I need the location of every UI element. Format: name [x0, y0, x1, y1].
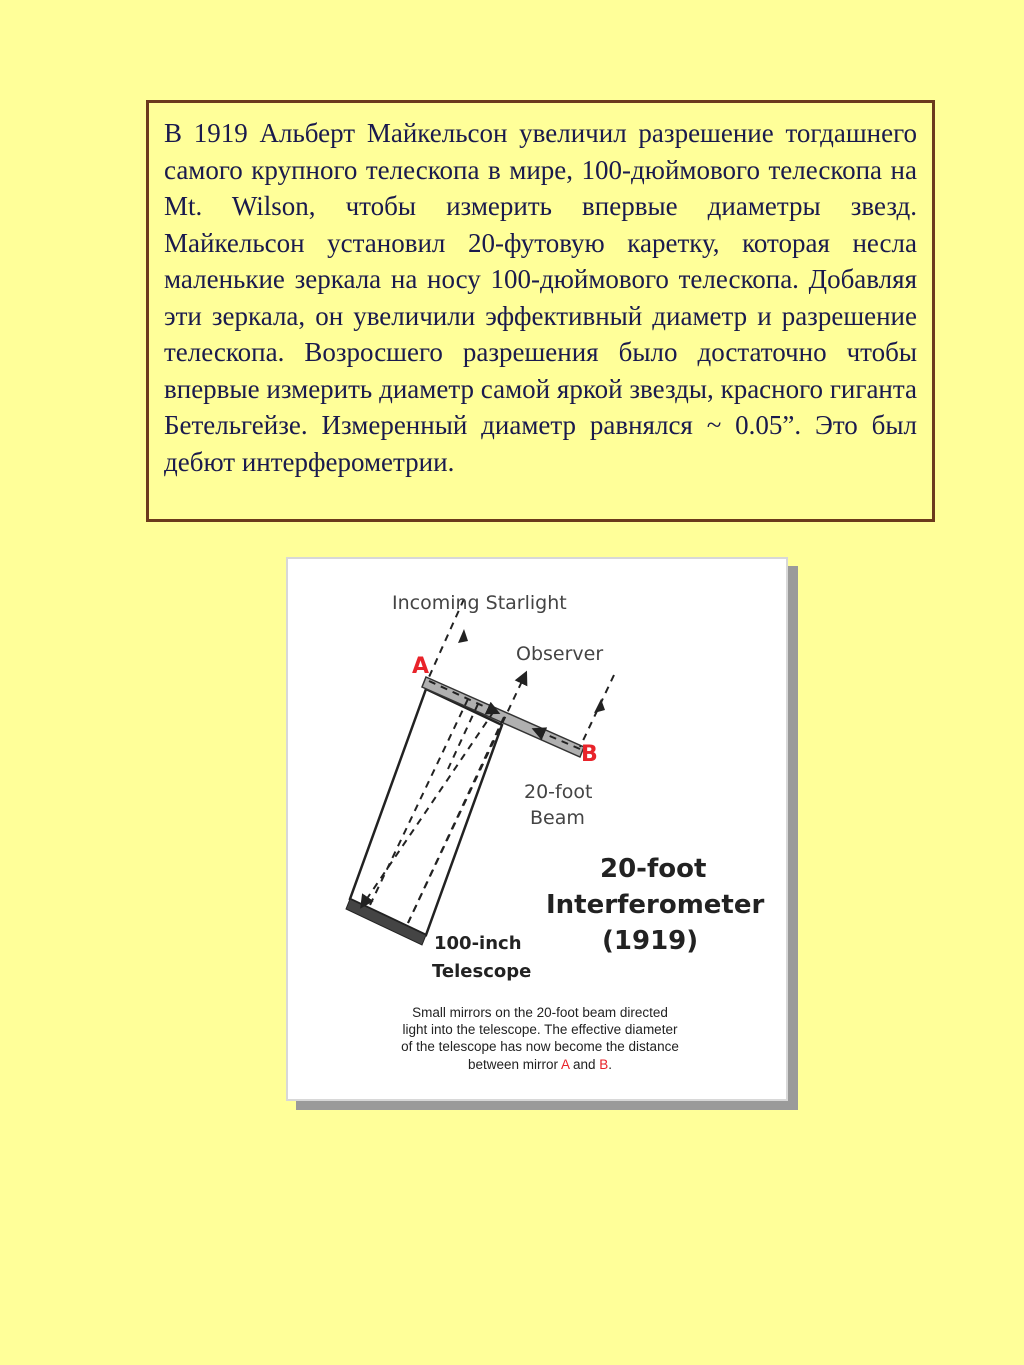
figure-title-line2: Interferometer	[546, 890, 765, 920]
caption-mirror-b: B	[599, 1057, 609, 1072]
interferometer-figure	[286, 557, 788, 1101]
figure-title-line1: 20-foot	[600, 854, 707, 884]
caption-line4	[468, 1057, 612, 1072]
incoming-starlight-label: Incoming Starlight	[392, 592, 567, 614]
caption-line3: of the telescope has now become the distance	[401, 1039, 679, 1054]
caption-line2: light into the telescope. The effective diameter	[402, 1022, 678, 1037]
caption-mirror-a: A	[560, 1057, 570, 1072]
mirror-b-label: B	[581, 742, 598, 767]
beam-label-line2: Beam	[530, 807, 585, 829]
caption-line1: Small mirrors on the 20-foot beam directed	[412, 1005, 668, 1020]
telescope-tube	[346, 689, 502, 945]
description-paragraph: В 1919 Альберт Майкельсон увеличил разрешение тогдашнего самого крупного телескопа в мире, 100-дюймового телескопа на Mt. Wilson, чтобы измерить впервые диаметры звезд. Майкельсон установил 20-футовую каретку, которая несла маленькие зеркала на носу 100-дюймового телескопа. Добавляя эти зеркала, он увеличили эффективный диаметр и разрешение телескопа. Возросшего разрешения было достаточно чтобы впервые измерить диаметр самой яркой звезды, красного гиганта Бетельгейзе. Измеренный диаметр равнялся ~ 0.05”. Это был дебют интерферометрии.	[164, 118, 917, 477]
incoming-arrow-a	[458, 629, 468, 643]
observer-label: Observer	[516, 643, 604, 665]
telescope-label-line1: 100-inch	[434, 933, 522, 954]
description-text-box	[146, 100, 935, 522]
mirror-a-label: A	[412, 654, 430, 679]
telescope-label-line2: Telescope	[432, 961, 532, 982]
caption-period: .	[608, 1057, 613, 1072]
caption-and: and	[569, 1057, 600, 1072]
interferometer-diagram	[288, 559, 790, 1103]
incoming-arrow-b	[594, 699, 605, 713]
figure-title-line3: (1919)	[602, 926, 699, 956]
beam-label-line1: 20-foot	[524, 781, 593, 803]
caption-between: between mirror	[467, 1057, 561, 1072]
